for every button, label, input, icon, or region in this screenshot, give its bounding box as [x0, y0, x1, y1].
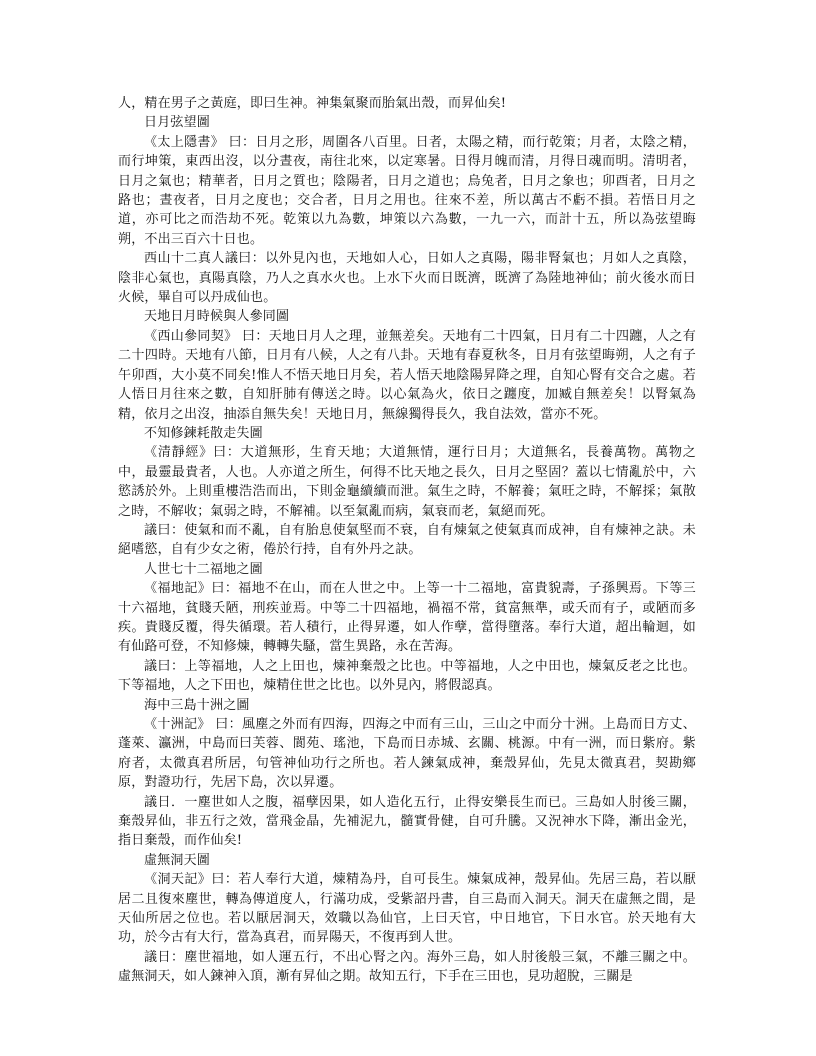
paragraph: 議曰：上等福地，人之上田也，煉神棄殼之比也。中等福地，人之中田也，煉氣反老之比也。下等福地，人之下田也，煉精住世之比也。以外見內，將假認真。: [118, 658, 696, 694]
section-heading-blessed-lands: 人世七十二福地之圖: [144, 561, 263, 577]
paragraph: 《西山參同契》 曰：天地日月人之理，並無差矣。天地有二十四氣，日月有二十四躔，人之有二十四時。天地有八節，日月有八候，人之有八卦。天地有春夏秋冬，日月有弦望晦朔，人之有子午卯酉，大小莫不同矣!惟人不悟天地日月矣，若人悟天地陰陽昇降之理，自知心腎有交合之處。若人悟日月往來之數，自知肝肺有傳送之時。以心氣為火，依日之躔度，加臧自無差矣！以腎氣為精，依月之出沒，抽添自無失矣！天地日月，無線獨得長久，我自法效，當亦不死。: [118, 328, 696, 422]
paragraph: 《十洲記》 曰：風塵之外而有四海，四海之中而有三山，三山之中而分十洲。上島而日方丈、蓬萊、瀛洲，中島而曰芙蓉、閬苑、瑤池，下島而日赤城、玄關、桃源。中有一洲，而日紫府。紫府者，太微真君所居，句管神仙功行之所也。若人鍊氣成神，棄殼昇仙，先見太微真君，契勘鄉原，對證功行，先居下島，次以昇遷。: [118, 717, 696, 791]
paragraph: 議日：塵世福地，如人運五行，不出心腎之內。海外三島，如人肘後般三氣，不離三關之中。虛無洞天，如人鍊神入頂，漸有昇仙之期。故知五行，下手在三田也，見功超脫，三關是: [118, 949, 696, 985]
section-heading-heaven-earth: 天地日月時候與人參同圖: [144, 309, 290, 325]
paragraph: 《福地記》曰：福地不在山，而在人世之中。上等一十二福地，富貴貌壽，子孫興焉。下等三十六福地，貧賤夭陋，刑疾並焉。中等二十四福地，禍福不常，貧富無準，或夭而有子，或陋而多疾。貴賤反覆，得失循環。若人積行，止得昇遷，如人作孽，當得墮落。奉行大道，超出輪迴，如有仙路可登，不知修煉，轉轉失騷，當生異路，永在苦海。: [118, 581, 696, 655]
paragraph-intro: 人，精在男子之黃庭，即曰生神。神集氣聚而胎氣出殼，而昇仙矣!: [118, 96, 507, 111]
paragraph: 《清靜經》曰：大道無形，生育天地；大道無情，運行日月；大道無名，長養萬物。萬物之中，最靈最貴者，人也。人亦道之所生，何得不比天地之長久，日月之堅固？蓋以七情亂於中，六慾誘於外。上則重樓浩浩而出，下則金龜續續而泄。氣生之時，不解養；氣旺之時，不解採；氣散之時，不解收；氣弱之時，不解補。以至氣亂而病，氣衰而老，氣絕而死。: [118, 445, 696, 519]
section-heading-grotto-heaven: 虛無洞天圖: [144, 852, 211, 868]
section-heading-sun-moon: 日月弦望圖: [144, 115, 211, 131]
paragraph: 西山十二真人議曰：以外見內也，天地如人心，日如人之真陽，陽非腎氣也；月如人之真陰，陰非心氣也，真陽真陰，乃人之真水火也。上水下火而日既濟，既濟了為陸地神仙；前火後水而日火候，畢自可以丹成仙也。: [118, 251, 696, 306]
paragraph: 議曰：使氣和而不亂，自有胎息使氣堅而不衰，自有煉氣之使氣真而成神，自有煉神之訣。未絕嗜慾，自有少女之術，倦於行持，自有外丹之訣。: [118, 522, 696, 558]
paragraph: 《洞天記》曰：若人奉行大道，煉精為丹，自可長生。煉氣成神，殼昇仙。先居三島，若以厭居二且復來塵世，轉為傳道度人，行滿功成，受紫詔丹書，自三島而入洞天。洞天在虛無之間，是天仙所居之位也。若以厭居洞天，效職以為仙官，上曰天官，中日地官，下日水官。於天地有大功，於今古有大行，當為真君，而昇陽天，不復再到人世。: [118, 872, 696, 946]
section-heading-dissipation: 不知修鍊耗散走失圖: [144, 425, 263, 441]
paragraph: 《太上隱書》 曰：日月之形，周圍各八百里。日者，太陽之精，而行乾策；月者，太陰之精，而行坤策，東西出沒，以分晝夜，南往北來，以定寒暑。日得月魄而清，月得日魂而明。清明者，日月之氣也；精華者，日月之質也；陰陽者，日月之道也；烏兔者，日月之象也；卯酉者，日月之路也；晝夜者，日月之度也；交合者，日月之用也。往來不差，所以萬古不虧不損。若悟日月之道，亦可比之而浩劫不死。乾策以九為數，坤策以六為數，一九一六，而計十五，所以為弦望晦朔，不出三百六十日也。: [118, 134, 696, 247]
document-page: [118, 94, 696, 987]
paragraph: 議日．一塵世如人之腹，福孽因果，如人造化五行，止得安樂長生而已。三島如人肘後三關，棄殼昇仙，非五行之效，當飛金晶，先補泥九，髓實骨健，自可升騰。又況神水下降，漸出金光，指日棄殼，而作仙矣!: [118, 794, 696, 849]
section-heading-three-islands: 海中三島十洲之圖: [144, 697, 250, 713]
